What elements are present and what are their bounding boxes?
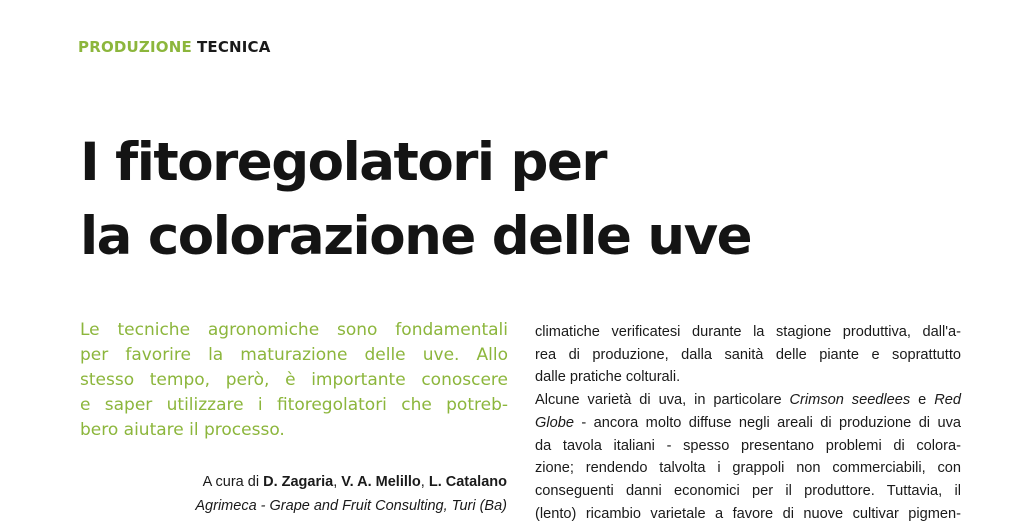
author-name: L. Catalano: [428, 474, 507, 490]
lead-paragraph: [80, 318, 508, 443]
body-line: da tavola italiani - spesso presentano problemi di colora-: [535, 437, 961, 454]
article-title: [80, 126, 751, 274]
body-line: rea di produzione, dalla sanità delle piante e soprattutto: [535, 346, 961, 363]
cultivar-name: Crimson seedlees: [789, 392, 911, 409]
lead-line: per favorire la maturazione delle uve. Allo: [80, 345, 508, 365]
body-line: dalle pratiche colturali.: [535, 369, 681, 386]
author-affiliation: Agrimeca - Grape and Fruit Consulting, Turi (Ba): [195, 498, 507, 514]
cultivar-name: Red: [934, 392, 962, 409]
author-separator: ,: [333, 474, 338, 490]
section-label-produzione: PRODUZIONE: [78, 38, 192, 56]
article-title-line-2: la colorazione delle uve: [80, 206, 752, 267]
body-text-run: - ancora molto diffuse negli areali di produzione di uva: [581, 414, 961, 431]
body-line: (lento) ricambio varietale a favore di nuove cultivar pigmen-: [535, 505, 961, 522]
body-text-run: Alcune varietà di uva, in particolare: [535, 392, 782, 409]
author-separator: ,: [420, 474, 425, 490]
byline: [195, 470, 507, 518]
author-name: D. Zagaria: [263, 474, 334, 490]
author-name: V. A. Melillo: [341, 474, 421, 490]
lead-line: bero aiutare il processo.: [80, 420, 285, 440]
body-line: zione; rendendo talvolta i grappoli non commerciabili, con: [535, 460, 961, 477]
lead-line: Le tecniche agronomiche sono fondamentali: [80, 320, 508, 340]
cultivar-name: Globe: [535, 414, 574, 431]
body-text-run: e: [918, 392, 927, 409]
article-title-line-1: I fitoregolatori per: [80, 132, 607, 193]
byline-prefix: A cura di: [202, 474, 260, 490]
body-line: [535, 389, 961, 412]
lead-line: stesso tempo, però, è importante conoscere: [80, 370, 508, 390]
body-line: conseguenti danni economici per il produttore. Tuttavia, il: [535, 482, 961, 499]
section-label: [78, 38, 271, 56]
body-column: [535, 321, 961, 525]
body-line: climatiche verificatesi durante la stagione produttiva, dall'a-: [535, 324, 961, 340]
lead-line: e saper utilizzare i fitoregolatori che potreb-: [80, 395, 508, 415]
authors-line: [195, 470, 507, 494]
section-label-tecnica: TECNICA: [196, 38, 271, 56]
body-line: [535, 412, 961, 435]
